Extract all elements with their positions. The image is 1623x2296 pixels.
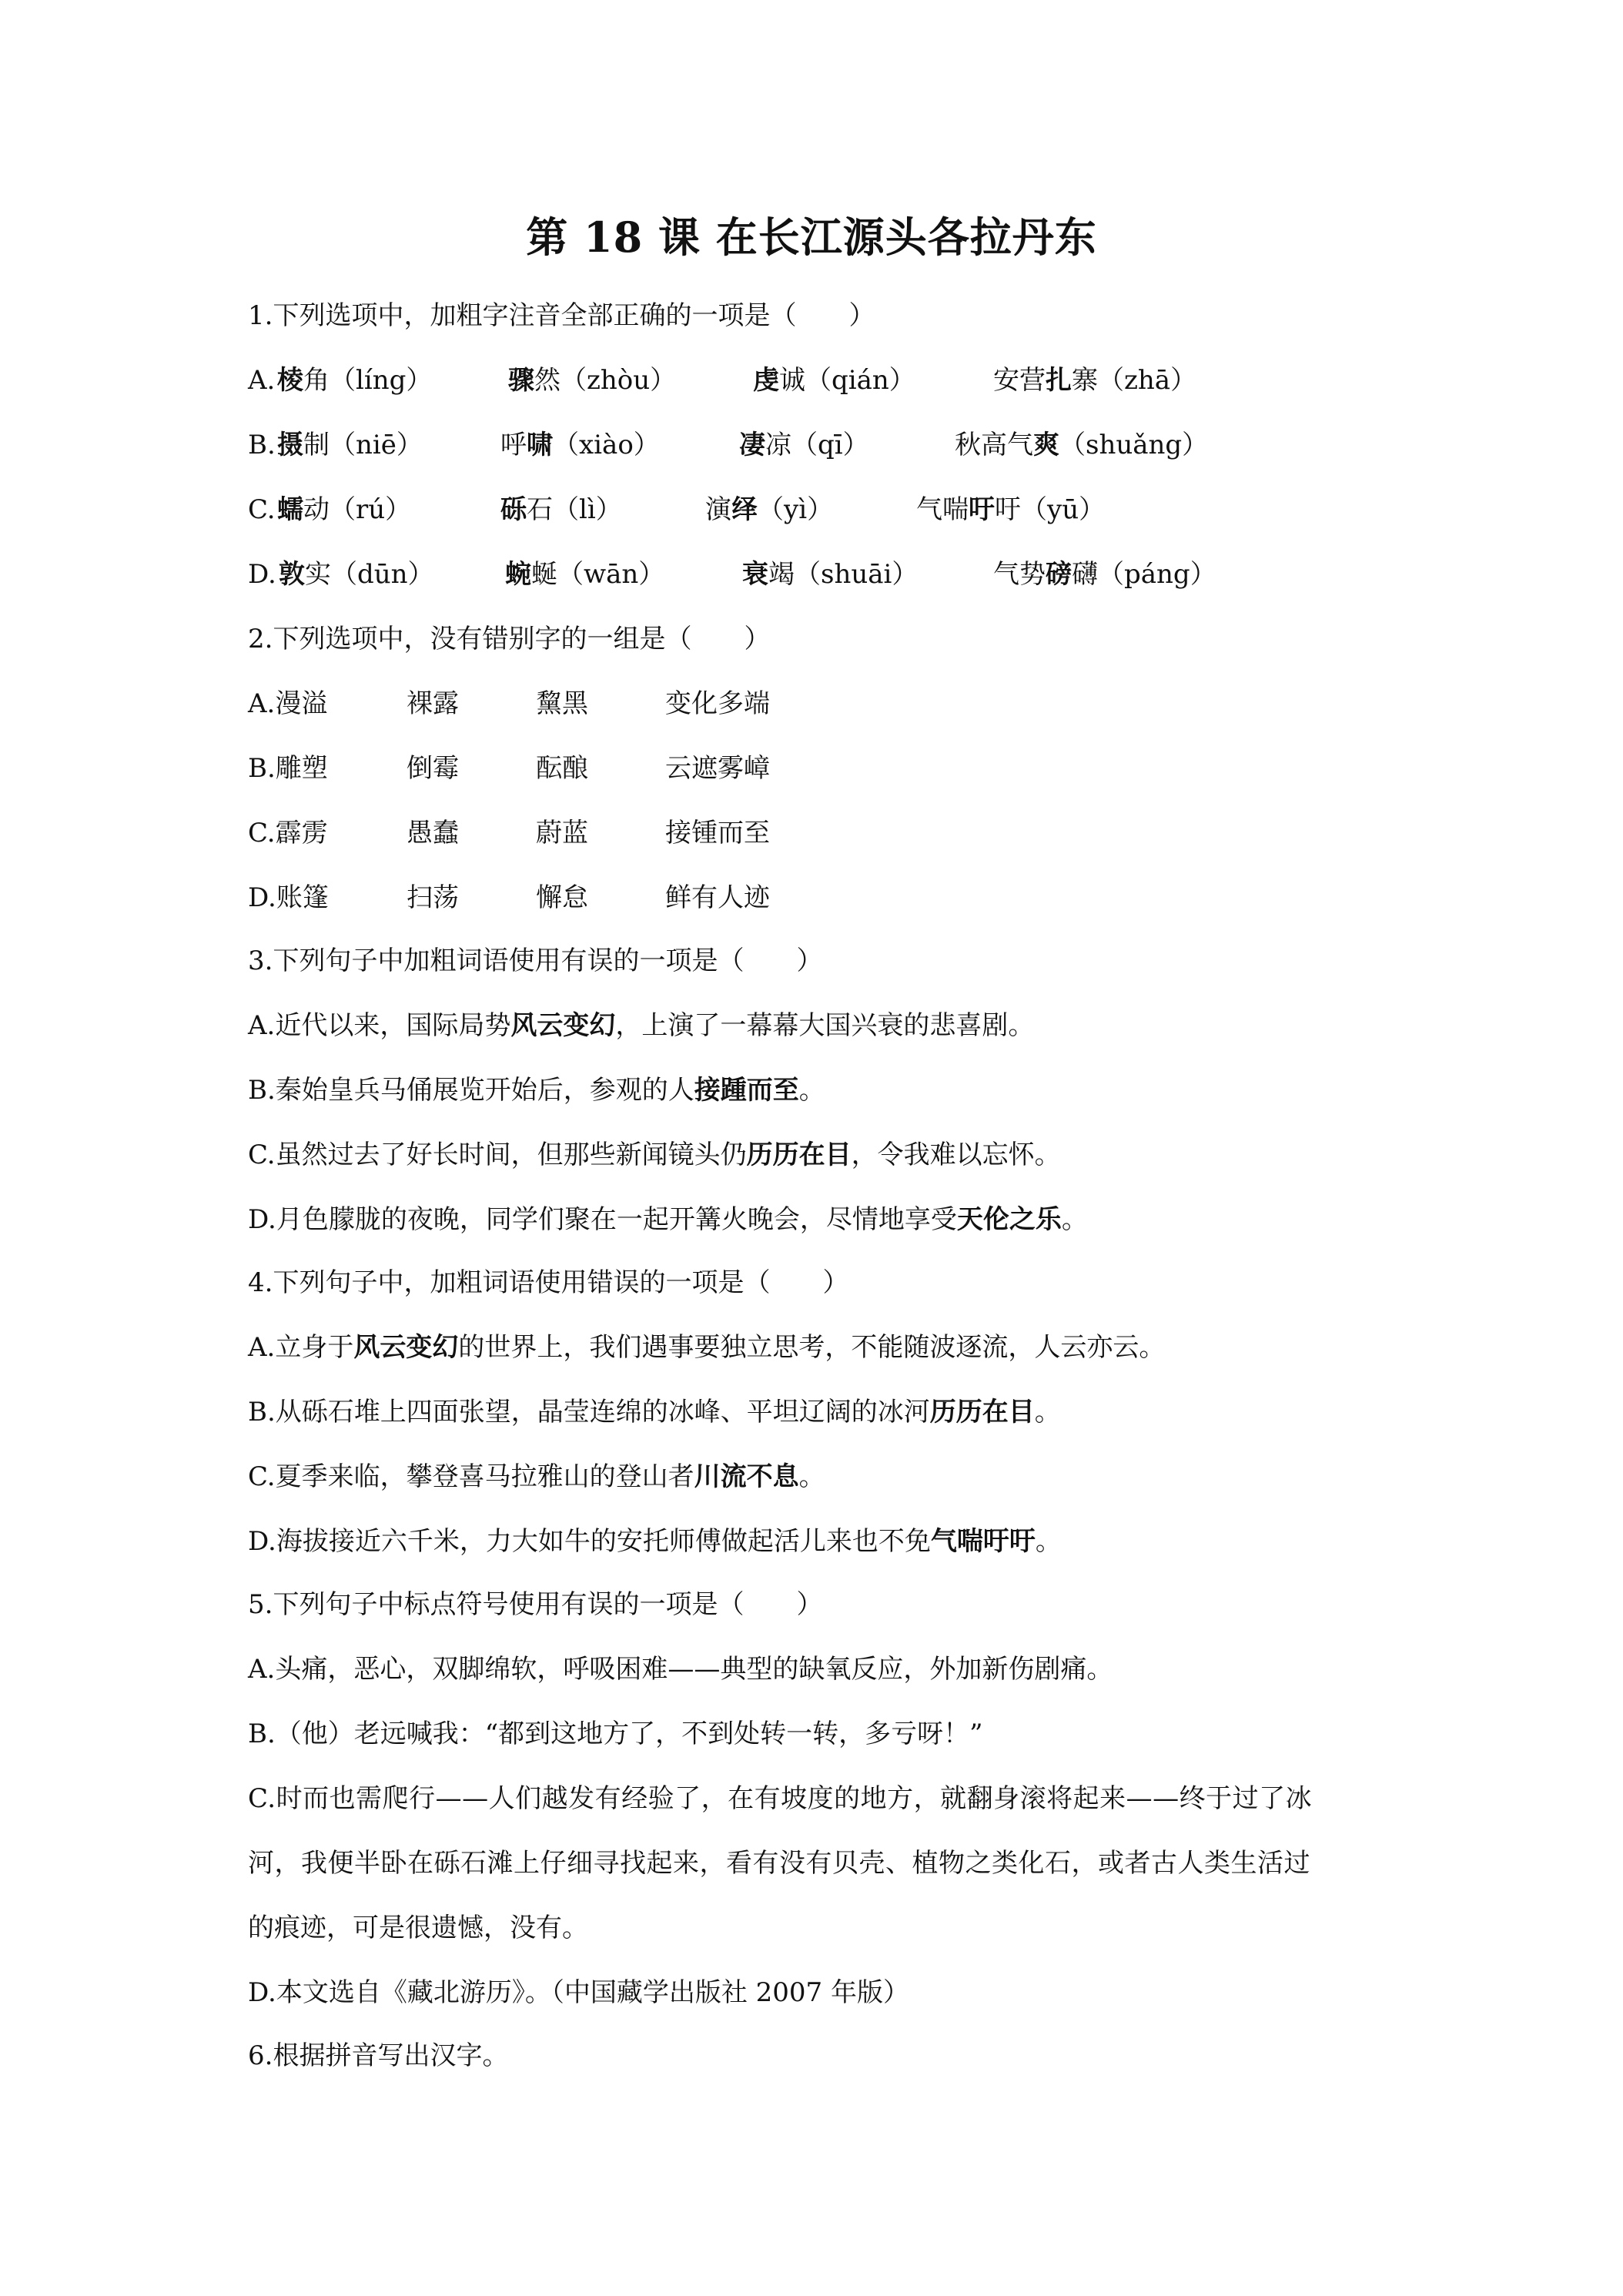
q3-option-b[interactable]: B.秦始皇兵马俑展览开始后，参观的人接踵而至。 <box>248 1075 825 1106</box>
lesson-title: 第 18 课 在长江源头各拉丹东 <box>526 213 1097 262</box>
q1-c-item-2: 砾石（lì） <box>500 494 622 525</box>
q5-option-d[interactable]: D.本文选自《藏北游历》。（中国藏学出版社 2007 年版） <box>248 1977 909 2008</box>
q1-c-item-1: 蠕动（rú） <box>277 494 412 525</box>
q5-stem: 5.下列句子中标点符号使用有误的一项是（ ） <box>248 1589 823 1620</box>
q2-d-word-3: 懈怠 <box>536 882 588 913</box>
q4-option-c[interactable]: C.夏季来临，攀登喜马拉雅山的登山者川流不息。 <box>248 1461 825 1492</box>
q2-c-word-4: 接锺而至 <box>665 818 770 848</box>
q2-option-a[interactable] <box>248 684 1018 724</box>
q1-c-item-3: 演绎（yì） <box>705 494 834 525</box>
q2-a-word-2: 裸露 <box>407 688 459 719</box>
q2-a-word-4: 变化多端 <box>665 688 770 719</box>
q2-b-word-2: 倒霉 <box>407 753 459 784</box>
q1-stem: 1.下列选项中，加粗字注音全部正确的一项是（ ） <box>248 300 875 331</box>
q2-d-word-2: 扫荡 <box>407 882 459 913</box>
q1-d-item-2: 蜿蜒（wān） <box>505 559 665 590</box>
q2-d-word-4: 鲜有人迹 <box>665 882 770 913</box>
q5-option-c-line-1[interactable]: C.时而也需爬行——人们越发有经验了，在有坡度的地方，就翻身滚将起来——终于过了冰 <box>248 1783 1313 1814</box>
q1-a-item-3: 虔诚（qián） <box>753 365 915 396</box>
q1-c-item-4: 气喘吁吁（yū） <box>916 494 1106 525</box>
q2-stem: 2.下列选项中，没有错别字的一组是（ ） <box>248 624 771 654</box>
q1-option-a[interactable] <box>248 360 1387 400</box>
q2-option-b[interactable] <box>248 748 1018 788</box>
q2-a-word-1: A.漫溢 <box>248 688 328 719</box>
q3-stem: 3.下列句子中加粗词语使用有误的一项是（ ） <box>248 946 823 976</box>
q3-option-d[interactable]: D.月色朦胧的夜晚，同学们聚在一起开篝火晚会，尽情地享受天伦之乐。 <box>248 1204 1088 1235</box>
q1-d-item-4: 气势磅礴（páng） <box>993 559 1216 590</box>
q2-option-d[interactable] <box>248 878 1018 918</box>
q2-c-word-2: 愚蠢 <box>407 818 459 848</box>
q1-d-item-3: 衰竭（shuāi） <box>742 559 919 590</box>
q5-option-c-line-2[interactable]: 河，我便半卧在砾石滩上仔细寻找起来，看有没有贝壳、植物之类化石，或者古人类生活过 <box>248 1848 1310 1879</box>
q2-b-word-4: 云遮雾嶂 <box>665 753 770 784</box>
q1-a-label: A. <box>248 365 276 396</box>
q1-b-item-4: 秋高气爽（shuǎng） <box>955 430 1209 460</box>
q3-option-c[interactable]: C.虽然过去了好长时间，但那些新闻镜头仍历历在目，令我难以忘怀。 <box>248 1140 1061 1170</box>
q1-b-item-3: 凄凉（qī） <box>739 430 869 460</box>
q4-option-d[interactable]: D.海拔接近六千米，力大如牛的安托师傅做起活儿来也不免气喘吁吁。 <box>248 1526 1062 1557</box>
q1-b-item-1: 摄制（niē） <box>277 430 423 460</box>
q5-option-b[interactable]: B.（他）老远喊我：“都到这地方了，不到处转一转，多亏呀！” <box>248 1719 983 1749</box>
q1-option-b[interactable] <box>248 425 1387 465</box>
q1-a-item-2: 骤然（zhòu） <box>508 365 677 396</box>
q5-option-c-line-3[interactable]: 的痕迹，可是很遗憾，没有。 <box>248 1913 588 1943</box>
q2-a-word-3: 黧黑 <box>536 688 588 719</box>
q5-option-a[interactable]: A.头痛，恶心，双脚绵软，呼吸困难——典型的缺氧反应，外加新伤剧痛。 <box>248 1654 1113 1685</box>
q4-stem: 4.下列句子中，加粗词语使用错误的一项是（ ） <box>248 1267 849 1298</box>
q1-a-item-1: 棱角（líng） <box>277 365 433 396</box>
q1-option-d[interactable] <box>248 554 1387 594</box>
q1-d-item-1: 敦实（dūn） <box>279 559 434 590</box>
q1-b-item-2: 呼啸（xiào） <box>500 430 660 460</box>
q1-a-item-4: 安营扎寨（zhā） <box>993 365 1197 396</box>
q4-option-a[interactable]: A.立身于风云变幻的世界上，我们遇事要独立思考，不能随波逐流，人云亦云。 <box>248 1332 1166 1363</box>
q2-d-word-1: D.账篷 <box>248 882 329 913</box>
q4-option-b[interactable]: B.从砾石堆上四面张望，晶莹连绵的冰峰、平坦辽阔的冰河历历在目。 <box>248 1397 1061 1427</box>
q1-d-label: D. <box>248 559 276 590</box>
q2-option-c[interactable] <box>248 813 1018 853</box>
q3-option-a[interactable]: A.近代以来，国际局势风云变幻，上演了一幕幕大国兴衰的悲喜剧。 <box>248 1010 1035 1041</box>
q1-b-label: B. <box>248 430 276 460</box>
q2-b-word-1: B.雕塑 <box>248 753 328 784</box>
q1-c-label: C. <box>248 494 276 525</box>
q6-stem: 6.根据拼音写出汉字。 <box>248 2040 509 2071</box>
q1-option-c[interactable] <box>248 490 1387 530</box>
q2-b-word-3: 酝酿 <box>536 753 588 784</box>
q2-c-word-3: 蔚蓝 <box>536 818 588 848</box>
q2-c-word-1: C.霹雳 <box>248 818 328 848</box>
